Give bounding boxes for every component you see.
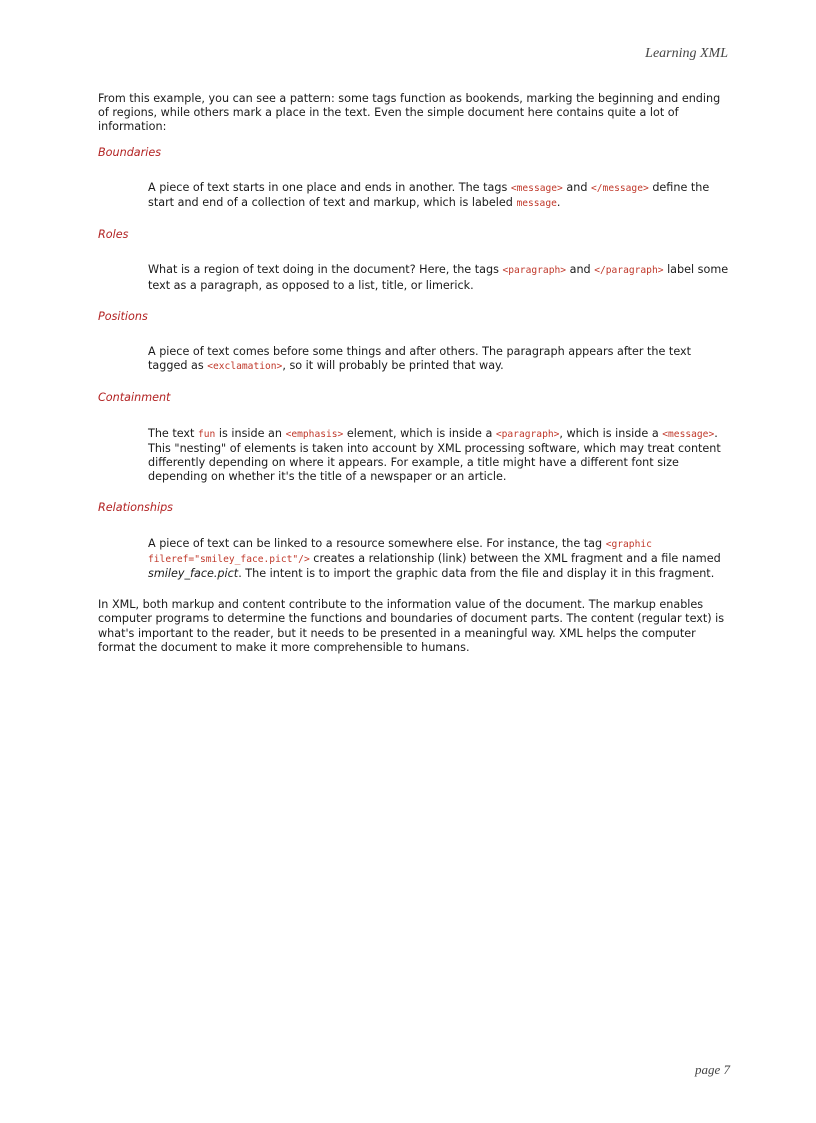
text: label some text as a paragraph, as opposed to a list, title, or limerick.: [148, 263, 729, 292]
code-message-close: </message>: [591, 182, 649, 194]
code-exclamation: <exclamation>: [207, 361, 283, 373]
text: A piece of text can be linked to a resource somewhere else. For instance, the tag: [148, 536, 606, 550]
term-relationships: Relationships: [98, 501, 174, 515]
code-paragraph-close: </paragraph>: [594, 265, 664, 277]
closing-paragraph: In XML, both markup and content contribute to the information value of the document. The markup enables computer programs to determine the functions and boundaries of document parts. The content (regular text) is what's important to the reader, but it needs to be presented in a meaningful way. XML helps the computer format the document to make it more comprehensible to humans.: [98, 598, 725, 654]
code-emphasis: <emphasis>: [285, 428, 344, 440]
term-containment: Containment: [98, 391, 171, 405]
definition-positions: [148, 345, 732, 374]
definition-roles: [148, 263, 732, 292]
text: define the start and end of a collection of text and markup, which is labeled: [148, 180, 710, 210]
text: . This "nesting" of elements is taken into account by XML processing software, which may treat content differently depending on where it appears. For example, a title might have a different font size depending on whether it's the title of a newspaper or an article.: [148, 426, 721, 484]
term-roles: Roles: [98, 228, 129, 242]
code-graphic: <graphic fileref="smiley_face.pict"/>: [148, 538, 652, 565]
text: A piece of text starts in one place and ends in another. The tags: [148, 180, 511, 194]
definition-boundaries: [148, 181, 732, 211]
code-fun: fun: [198, 428, 216, 440]
page-number: page 7: [694, 1062, 730, 1077]
definition-relationships: [148, 537, 732, 582]
code-paragraph: <paragraph>: [495, 428, 560, 440]
running-header: Learning XML: [645, 46, 728, 61]
term-boundaries: Boundaries: [98, 145, 162, 159]
code-message-open: <message>: [510, 182, 563, 194]
code-message: message: [516, 198, 557, 210]
text: creates a relationship (link) between the XML fragment and a file named: [309, 551, 721, 565]
text: and: [566, 263, 595, 277]
intro-paragraph: From this example, you can see a pattern: some tags function as bookends, marking the beginning and ending of regions, while others mark a place in the text. Even the simple document here contains quite a lot of information:: [98, 92, 721, 134]
text: , which is inside a: [559, 426, 663, 440]
text: What is a region of text doing in the document? Here, the tags: [148, 263, 503, 277]
text: , so it will probably be printed that way.: [282, 359, 504, 373]
text: element, which is inside a: [343, 426, 496, 440]
text: . The intent is to import the graphic data from the file and display it in this fragment.: [238, 567, 715, 581]
text: .: [556, 196, 561, 210]
filename: smiley_face.pict: [148, 567, 239, 581]
text: The text: [148, 426, 198, 440]
text: is inside an: [215, 426, 286, 440]
page-body: [98, 92, 732, 655]
text: and: [562, 180, 591, 194]
code-paragraph-open: <paragraph>: [502, 265, 567, 277]
code-message: <message>: [662, 428, 715, 440]
definition-containment: [148, 427, 732, 485]
text: A piece of text comes before some things and after others. The paragraph appears after the text tagged as: [148, 345, 692, 373]
term-positions: Positions: [98, 309, 148, 323]
